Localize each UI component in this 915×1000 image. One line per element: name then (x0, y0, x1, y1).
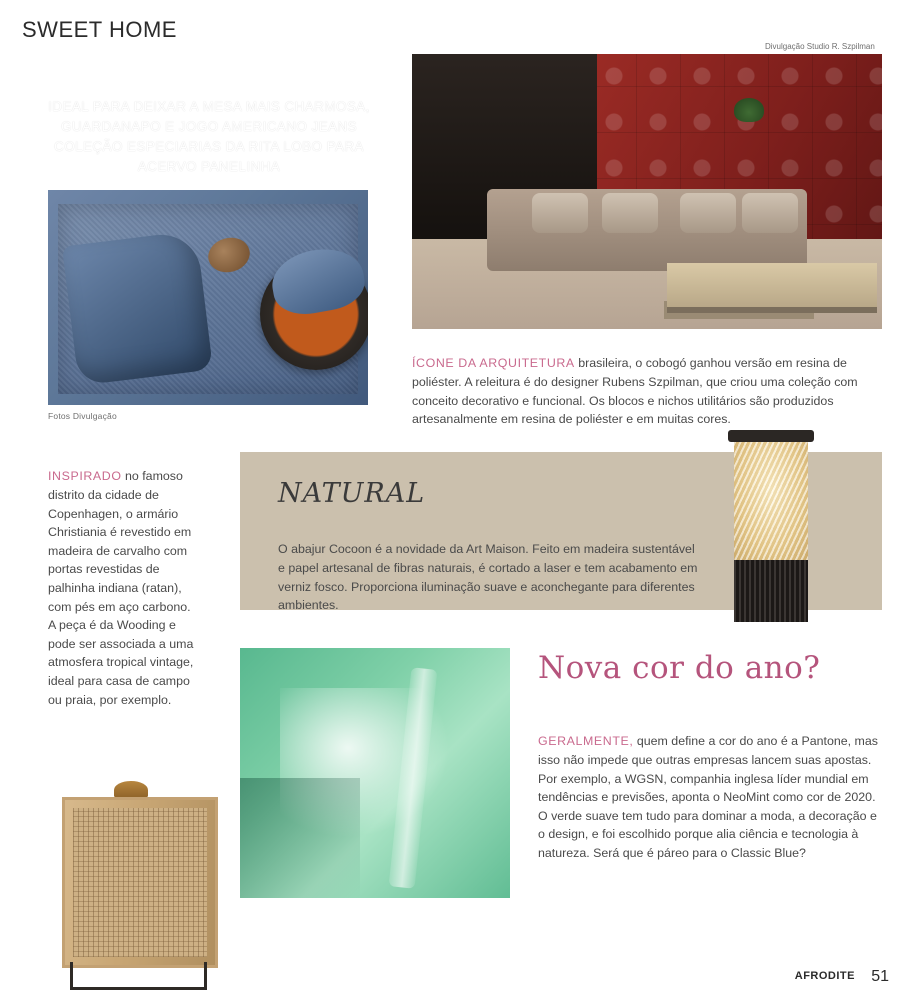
plant-icon (734, 98, 764, 122)
natural-heading: NATURAL (278, 478, 426, 509)
nova-cor-body: quem define a cor do ano é a Pantone, mas isso não impede que outras empresas lancem suas apostas. Por exemplo, a WGSN, companhia inglesa líder mundial em tendências e previsões, aponta o NeoMint como cor de 2020. O verde suave tem tudo para dominar a moda, a decoração e o design, e foi escolhido porque alia ciência e tecnologia à natureza. Será que é páreo para o Classic Blue? (538, 734, 878, 860)
living-room-credit: Divulgação Studio R. Szpilman (765, 42, 875, 51)
corner-shadow (240, 778, 360, 898)
denim-napkin (62, 230, 213, 385)
cushion (602, 193, 658, 233)
neomint-photo (240, 648, 510, 898)
page-number: 51 (871, 968, 889, 985)
natural-paragraph: O abajur Cocoon é a novidade da Art Maison. Feito em madeira sustentável e papel artesanal de fibras naturais, é cortado a laser e tem acabamento em verniz fosco. Proporciona iluminação suave e aconchegante para diferentes ambientes. (278, 542, 698, 613)
lamp-shade (734, 442, 808, 560)
nova-cor-lead: GERALMENTE, (538, 734, 634, 749)
cabinet-photo (52, 775, 227, 990)
inspirado-paragraph (48, 467, 200, 709)
cushion (680, 193, 736, 233)
cabinet-leg-right (204, 962, 207, 990)
footer-brand: AFRODITE (794, 970, 855, 982)
cabinet-body (62, 797, 218, 968)
nova-cor-paragraph (538, 732, 886, 862)
nova-cor-heading: Nova cor do ano? (538, 650, 821, 686)
cushion (742, 193, 798, 233)
cabinet-base-bar (70, 987, 207, 990)
inspirado-lead: INSPIRADO (48, 469, 122, 484)
cobogo-paragraph (412, 354, 882, 428)
cobogo-body: brasileira, o cobogó ganhou versão em resina de poliéster. A releitura é do designer Rubens Szpilman, que criou uma coleção com conceito decorativo e funcional. Os blocos e nichos utilitários são produzidos artesanalmente em resina de poliéster e em muitas cores. (412, 356, 858, 427)
lamp-base (734, 560, 808, 622)
inspirado-body: no famoso distrito da cidade de Copenhagen, o armário Christiania é revestido em madeira de carvalho com portas revestidas de palhinha indiana (ratan), com pés em aço carbono. A peça é da Wooding e pode ser associada a uma atmosfera tropical vintage, ideal para casa de campo ou praia, por exemplo. (48, 469, 194, 707)
lamp-photo (728, 430, 814, 630)
denim-photo-credit: Fotos Divulgação (48, 411, 117, 421)
lamp-top-cap (728, 430, 814, 442)
cushion (532, 193, 588, 233)
page-title: SWEET HOME (22, 17, 177, 42)
coffee-table (667, 263, 877, 307)
cobogo-lead: ÍCONE DA ARQUITETURA (412, 356, 575, 371)
living-room-photo (412, 54, 882, 329)
cabinet-leg-left (70, 962, 73, 990)
denim-photo (48, 190, 368, 405)
denim-kicker-text: IDEAL PARA DEIXAR A MESA MAIS CHARMOSA, GUARDANAPO E JOGO AMERICANO JEANS COLEÇÃO ESPECIARIAS DA RITA LOBO PARA ACERVO PANELINHA (48, 99, 370, 174)
